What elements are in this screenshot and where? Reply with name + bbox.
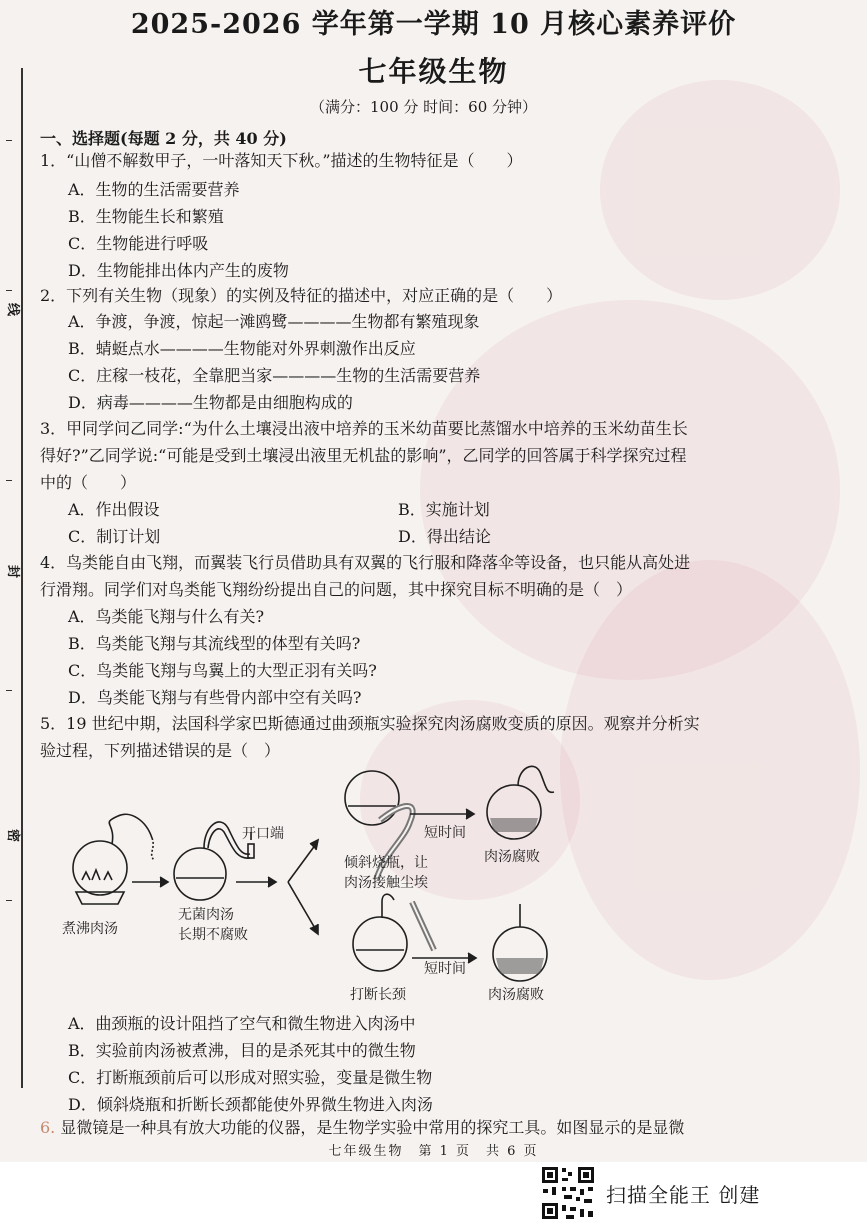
qr-code-icon [540,1165,596,1221]
option-d: D．得出结论 [398,527,491,546]
figure-label: 肉汤接触尘埃 [344,875,428,891]
question-text: 显微镜是一种具有放大功能的仪器，是生物学实验中常用的探究工具。如图显示的是显微 [60,1118,685,1137]
option-b: B．实验前肉汤被煮沸，目的是杀死其中的微生物 [68,1041,416,1060]
arrow-icon [160,877,168,887]
option-c: C．鸟类能飞翔与鸟翼上的大型正羽有关吗? [68,661,377,680]
question-stem: 2．下列有关生物（现象）的实例及特征的描述中，对应正确的是（ ） [40,286,563,305]
option-a: A．曲颈瓶的设计阻挡了空气和微生物进入肉汤中 [68,1014,416,1033]
section-title: 一、选择题(每题 2 分，共 40 分) [40,129,287,148]
exam-title: 2025-2026 学年第一学期 10 月核心素养评价 [130,9,737,40]
page-footer: 七年级生物 第 1 页 共 6 页 [328,1144,539,1159]
option-b: B．生物能生长和繁殖 [68,207,224,226]
figure-label: 煮沸肉汤 [62,921,118,937]
arrow-icon [310,840,318,850]
binding-margin [0,0,32,1162]
figure-label: 打断长颈 [350,987,406,1003]
figure-label: 无菌肉汤 [178,907,234,923]
option-c: C．生物能进行呼吸 [68,234,209,253]
question-stem: 1．“山僧不解数甲子，一叶落知天下秋。”描述的生物特征是（ ） [40,151,523,170]
figure-label: 开口端 [242,826,284,842]
option-a: A．作出假设 [68,500,160,519]
option-a: A．争渡，争渡，惊起一滩鸥鹭————生物都有繁殖现象 [68,312,480,331]
question-stem: 4．鸟类能自由飞翔，而翼装飞行员借助具有双翼的飞行服和降落伞等设备，也只能从高处进 [40,553,691,572]
option-c: C．打断瓶颈前后可以形成对照实验，变量是微生物 [68,1068,433,1087]
option-d: D．倾斜烧瓶和折断长颈都能使外界微生物进入肉汤 [68,1095,433,1114]
sterile-flask-icon [174,848,226,900]
option-d: D．病毒————生物都是由细胞构成的 [68,393,353,412]
figure-label: 肉汤腐败 [488,987,544,1003]
question-stem: 得好?”乙同学说:“可能是受到土壤浸出液里无机盐的影响”，乙同学的回答属于科学探究过程 [40,446,687,465]
arrow-icon [468,953,476,963]
seal-char: 密 [5,828,21,843]
option-c: C．庄稼一枝花，全靠肥当家————生物的生活需要营养 [68,366,481,385]
seal-char: 线 [5,302,21,317]
exam-meta: （满分：100 分 时间：60 分钟） [310,98,538,116]
boiling-flask-icon [73,841,127,895]
option-a: A．鸟类能飞翔与什么有关? [68,607,265,626]
pasteur-experiment-figure [60,762,600,1012]
figure-label: 短时间 [424,825,466,841]
option-d: D．鸟类能飞翔与有些骨内部中空有关吗? [68,688,362,707]
exam-subtitle: 七年级生物 [358,55,509,88]
question-stem: 中的（ ） [40,473,137,492]
open-end-marker-icon [248,844,254,858]
swan-neck-icon [109,814,152,844]
seal-char: 封 [5,564,21,579]
option-b: B．实施计划 [398,500,490,519]
burner-icon [76,892,124,904]
question-stem: 3．甲同学问乙同学:“为什么土壤浸出液中培养的玉米幼苗要比蒸馏水中培养的玉米幼苗生长 [40,419,688,438]
figure-label: 肉汤腐败 [484,849,540,865]
camscanner-watermark [540,1165,867,1221]
watermark-text: 扫描全能王 创建 [606,1183,761,1207]
flame-icon [82,870,112,880]
broken-neck-flask-icon [353,917,407,971]
figure-label: 倾斜烧瓶，让 [344,855,428,871]
tilted-flask-icon [345,771,399,825]
option-c: C．制订计划 [68,527,161,546]
question-stem: 5．19 世纪中期，法国科学家巴斯德通过曲颈瓶实验探究肉汤腐败变质的原因。观察并分析实 [40,714,700,733]
option-b: B．蜻蜓点水————生物能对外界刺激作出反应 [68,339,416,358]
option-b: B．鸟类能飞翔与其流线型的体型有关吗? [68,634,361,653]
arrow-icon [268,877,276,887]
option-d: D．生物能排出体内产生的废物 [68,261,289,280]
figure-label: 短时间 [424,961,466,977]
question-stem: 行滑翔。同学们对鸟类能飞翔纷纷提出自己的问题，其中探究目标不明确的是（ ） [40,580,633,599]
question-stem: 验过程，下列描述错误的是（ ） [40,741,281,760]
steam-icon [152,838,154,860]
question-stem [40,1115,684,1138]
option-a: A．生物的生活需要营养 [68,180,240,199]
question-number: 6. [40,1118,56,1137]
arrow-icon [466,809,474,819]
figure-label: 长期不腐败 [178,927,248,943]
